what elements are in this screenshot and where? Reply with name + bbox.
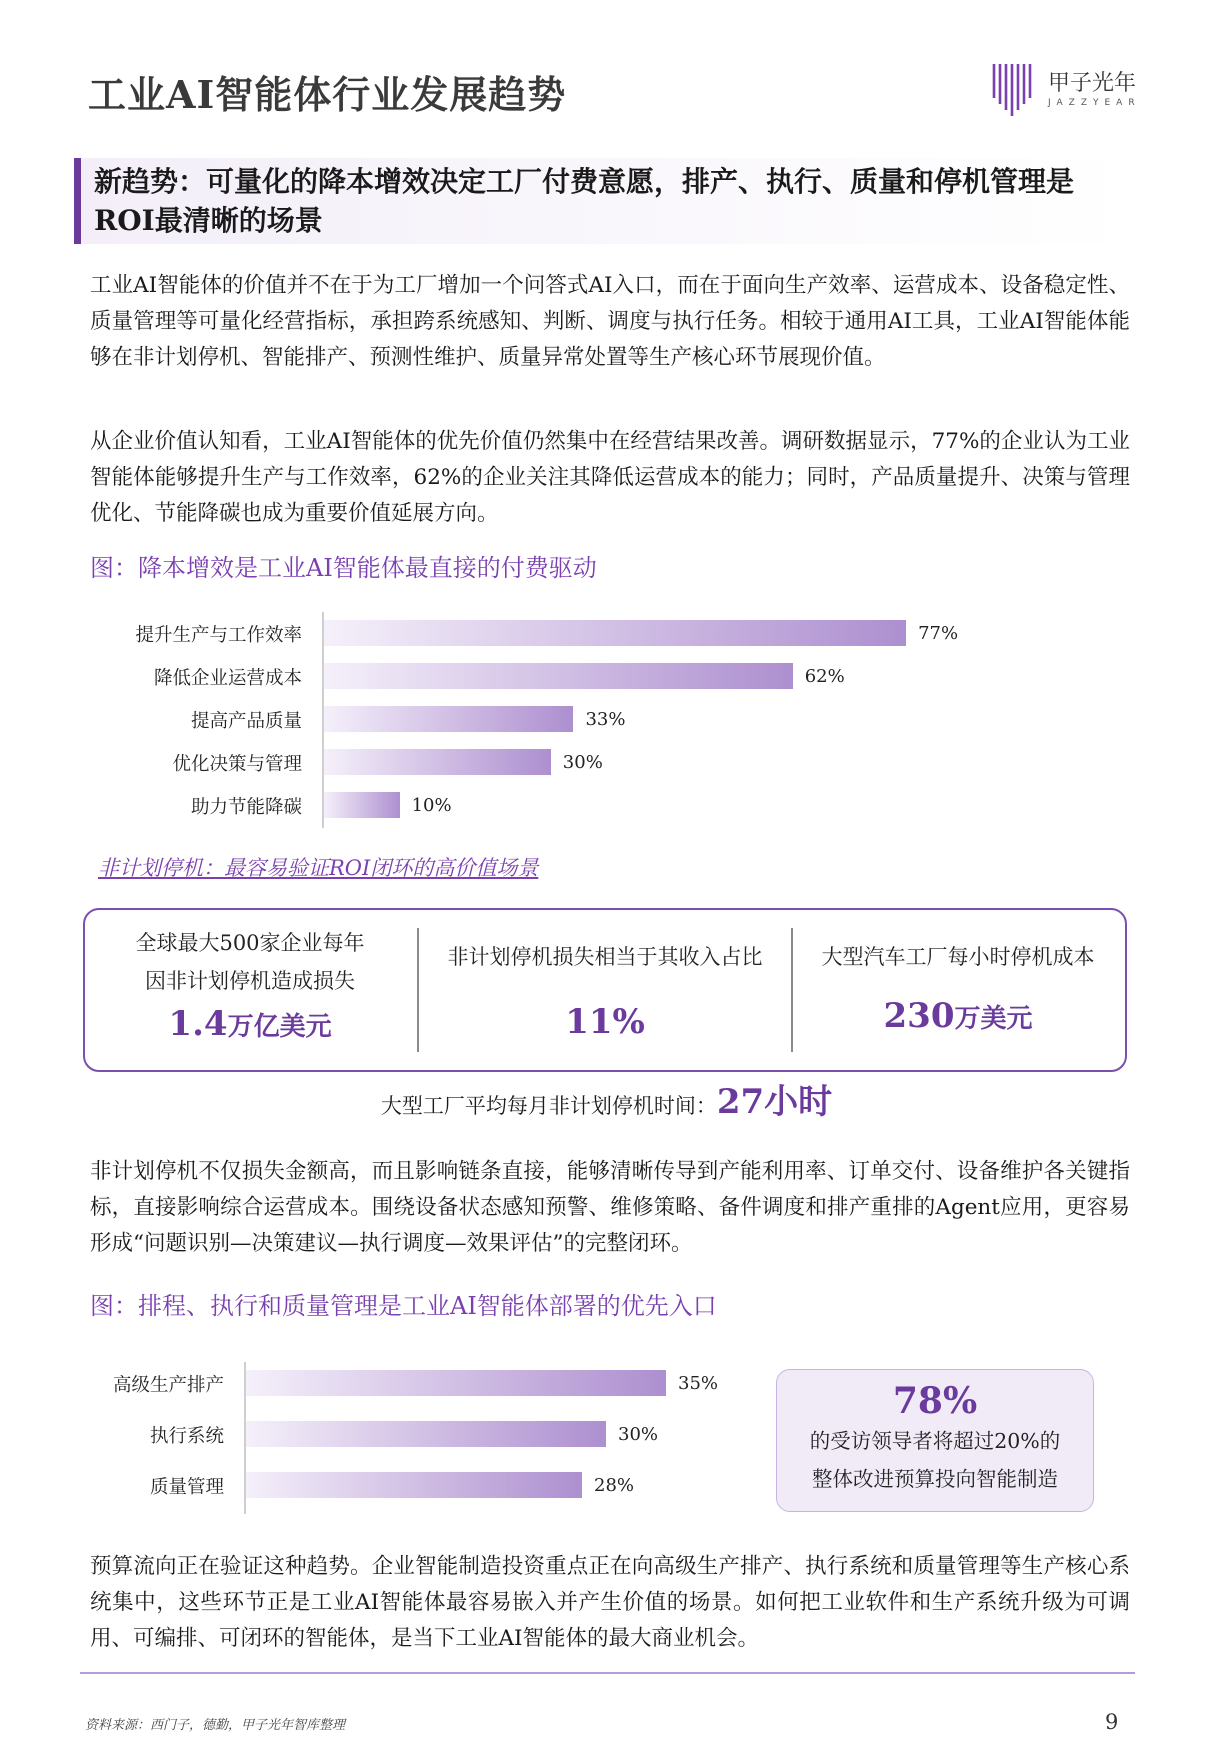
chart-1 — [0, 600, 1213, 840]
bar-label: 助力节能降碳 — [190, 797, 302, 818]
stat-label: 大型汽车工厂每小时停机成本 — [821, 945, 1095, 969]
bar — [324, 663, 793, 689]
bar — [246, 1472, 582, 1498]
page-number: 9 — [1105, 1710, 1119, 1734]
page-title: 工业AI智能体行业发展趋势 — [88, 72, 567, 117]
bar — [246, 1421, 606, 1447]
stat-value-wrap — [793, 996, 1123, 1036]
callout-line: 的受访领导者将超过20%的 — [809, 1429, 1061, 1453]
bar-value-label: 77% — [918, 623, 959, 644]
bar-value-label: 28% — [594, 1475, 635, 1496]
footer-source: 资料来源：西门子，德勤，甲子光年智库整理 — [85, 1718, 346, 1733]
budget-callout — [776, 1369, 1094, 1512]
bar — [324, 749, 551, 775]
downtime-stats-box — [83, 908, 1127, 1072]
jazzyear-logo-icon — [990, 58, 1040, 118]
stat-column-revenue-share — [419, 910, 791, 1070]
paragraph-2: 从企业价值认知看，工业AI智能体的优先价值仍然集中在经营结果改善。调研数据显示，77%的企业认为工业智能体能够提升生产与工作效率，62%的企业关注其降低运营成本的能力；同时，产品质量提升、决策与管理优化、节能降碳也成为重要价值延展方向。 — [90, 429, 1130, 526]
bar-label: 执行系统 — [149, 1426, 224, 1447]
footer-divider — [80, 1672, 1135, 1674]
stat-unit: 万美元 — [954, 1004, 1033, 1034]
section-accent-bar — [74, 158, 81, 244]
stat-label: 全球最大500家企业每年 — [135, 931, 365, 955]
stat-unit: 万亿美元 — [227, 1012, 332, 1042]
callout-line: 整体改进预算投向智能制造 — [812, 1467, 1058, 1491]
bar — [324, 620, 906, 646]
stat-value: 230 — [883, 996, 955, 1036]
callout-value: 78% — [892, 1380, 978, 1422]
stat-value: 11% — [565, 1002, 645, 1042]
monthly-downtime-value: 27小时 — [716, 1082, 833, 1122]
stat-column-loss — [85, 910, 415, 1070]
stat-value-wrap — [419, 1002, 791, 1042]
bar-label: 降低企业运营成本 — [153, 668, 302, 689]
bar — [324, 706, 573, 732]
bar-value-label: 30% — [562, 752, 603, 773]
stat-value: 1.4 — [168, 1004, 228, 1044]
brand-logo — [990, 58, 1150, 124]
downtime-subtitle: 非计划停机：最容易验证ROI闭环的高价值场景 — [98, 856, 539, 880]
stat-label: 非计划停机损失相当于其收入占比 — [447, 945, 763, 969]
logo-text-en: JAZZYEAR — [1048, 98, 1141, 108]
bar-label: 质量管理 — [149, 1477, 224, 1498]
bar-value-label: 35% — [678, 1373, 719, 1394]
stat-column-hourly-cost — [793, 910, 1123, 1070]
bar-value-label: 33% — [585, 709, 626, 730]
bar-value-label: 10% — [411, 795, 452, 816]
bar-label: 高级生产排产 — [112, 1375, 224, 1396]
bar-value-label: 62% — [804, 666, 845, 687]
stat-label: 因非计划停机造成损失 — [145, 969, 355, 993]
stat-value-wrap — [85, 1004, 415, 1044]
logo-text-cn: 甲子光年 — [1048, 71, 1137, 96]
figure-2-title: 图：排程、执行和质量管理是工业AI智能体部署的优先入口 — [90, 1292, 717, 1320]
bar — [246, 1370, 666, 1396]
chart-2 — [0, 1360, 760, 1520]
section-heading: 新趋势：可量化的降本增效决定工厂付费意愿，排产、执行、质量和停机管理是ROI最清晰的场景 — [94, 165, 1075, 237]
paragraph-4: 预算流向正在验证这种趋势。企业智能制造投资重点正在向高级生产排产、执行系统和质量管理等生产核心系统集中，这些环节正是工业AI智能体最容易嵌入并产生价值的场景。如何把工业软件和生产系统升级为可调用、可编排、可闭环的智能体，是当下工业AI智能体的最大商业机会。 — [90, 1554, 1130, 1651]
section-heading-block — [74, 158, 1130, 244]
bar-value-label: 30% — [618, 1424, 659, 1445]
monthly-downtime-line — [0, 1074, 1213, 1123]
figure-1-title: 图：降本增效是工业AI智能体最直接的付费驱动 — [90, 554, 597, 582]
bar-label: 提高产品质量 — [190, 711, 302, 732]
bar-label: 提升生产与工作效率 — [135, 625, 302, 646]
monthly-downtime-label: 大型工厂平均每月非计划停机时间： — [380, 1094, 717, 1118]
bar — [324, 792, 400, 818]
bar-label: 优化决策与管理 — [172, 754, 302, 775]
paragraph-3: 非计划停机不仅损失金额高，而且影响链条直接，能够清晰传导到产能利用率、订单交付、设备维护各关键指标，直接影响综合运营成本。围绕设备状态感知预警、维修策略、备件调度和排产重排的Agent应用，更容易形成“问题识别—决策建议—执行调度—效果评估”的完整闭环。 — [90, 1159, 1130, 1256]
paragraph-1: 工业AI智能体的价值并不在于为工厂增加一个问答式AI入口，而在于面向生产效率、运营成本、设备稳定性、质量管理等可量化经营指标，承担跨系统感知、判断、调度与执行任务。相较于通用AI工具，工业AI智能体能够在非计划停机、智能排产、预测性维护、质量异常处置等生产核心环节展现价值。 — [90, 273, 1130, 370]
